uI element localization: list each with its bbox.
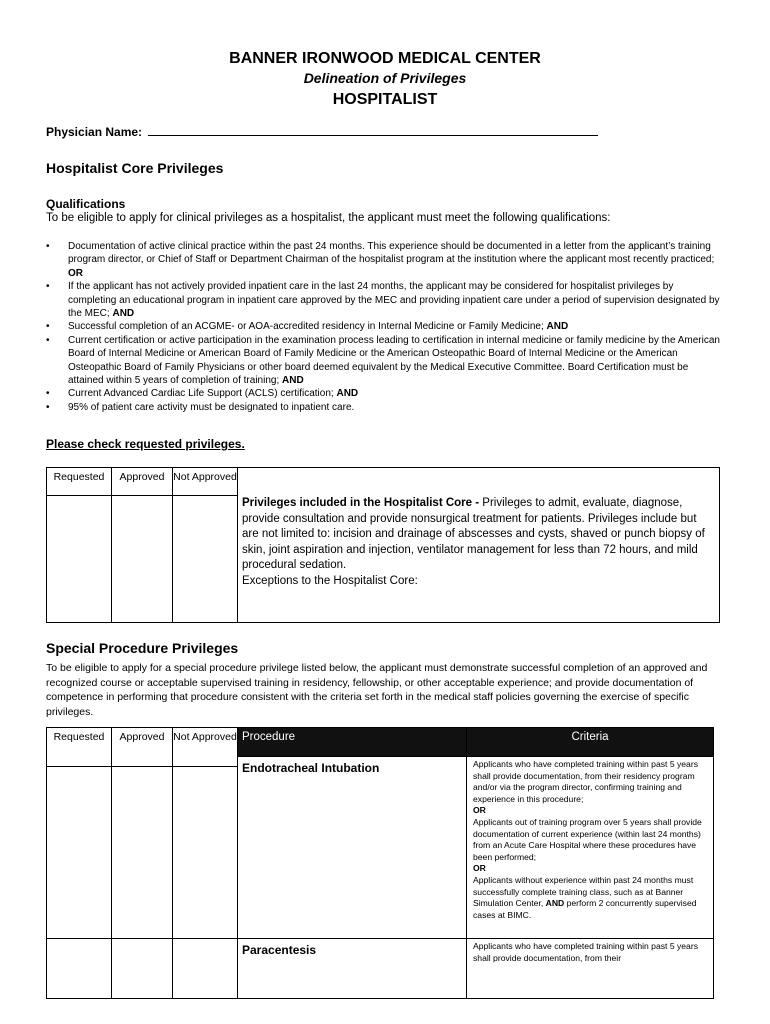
document-title: HOSPITALIST xyxy=(332,91,438,108)
check-privileges-label: Please check requested privileges. xyxy=(46,437,245,451)
procedure-header: Procedure xyxy=(238,728,467,757)
list-item: • 95% of patient care activity must be designated to inpatient care. xyxy=(46,401,722,414)
core-privileges-table xyxy=(46,467,720,623)
not-approved-checkbox-cell[interactable] xyxy=(173,939,238,999)
special-procedure-table xyxy=(46,727,714,999)
list-item: • If the applicant has not actively provided inpatient care in the last 24 months, the applicant may be considered for hospitalist privileges by completing an educational program in inpatient care approved by the MEC and providing inpatient care under a period of supervision designated by the MEC; AND xyxy=(46,280,722,320)
qualifications-heading: Qualifications xyxy=(46,197,126,211)
exceptions-label: Exceptions to the Hospitalist Core: xyxy=(242,574,418,587)
special-procedure-intro: To be eligible to apply for a special procedure privilege listed below, the applicant must demonstrate successful completion of an approved and recognized course or acceptable supervised training in residency, fellowship, or other acceptable experience; and provide documentation of competence in performing that procedure consistent with the criteria set forth in the medical staff policies governing the exercise of specific privileges. xyxy=(46,662,708,719)
not-approved-checkbox-cell[interactable] xyxy=(173,767,238,939)
criteria-endotracheal-intubation: Applicants who have completed training within past 5 years shall provide documentation, from their residency program and/or via the program director, confirming training and experience in this procedure; OR Applicants out of training program over 5 years shall provide documentation of current experience (within last 24 months) from an Acute Care Hospital where these procedures have been performed; OR Applicants without experience within past 24 months must successfully complete training class, such as at Banner Simulation Center, AND perform 2 concurrently supervised cases at BIMC. xyxy=(467,757,714,939)
approved-checkbox-cell[interactable] xyxy=(112,939,173,999)
list-item: • Current Advanced Cardiac Life Support (ACLS) certification; AND xyxy=(46,387,722,400)
criteria-header: Criteria xyxy=(467,728,714,757)
not-approved-header: Not Approved xyxy=(173,468,238,496)
qualifications-list xyxy=(46,240,722,414)
list-item: • Documentation of active clinical practice within the past 24 months. This experience should be documented in a letter from the applicant’s training program director, or Chief of Staff or Department Chairman of the hospitalist program at the institution where the applicant most recently practiced; OR xyxy=(46,240,722,280)
procedure-paracentesis: Paracentesis xyxy=(238,939,467,999)
not-approved-checkbox-cell[interactable] xyxy=(173,496,238,623)
requested-header: Requested xyxy=(47,468,112,496)
approved-checkbox-cell[interactable] xyxy=(112,496,173,623)
document-subtitle: Delineation of Privileges xyxy=(303,70,467,86)
procedure-endotracheal-intubation: Endotracheal Intubation xyxy=(238,757,467,939)
approved-checkbox-cell[interactable] xyxy=(112,767,173,939)
core-privileges-heading: Hospitalist Core Privileges xyxy=(46,160,224,176)
requested-checkbox-cell[interactable] xyxy=(47,767,112,939)
requested-header: Requested xyxy=(47,728,112,767)
physician-name-field[interactable] xyxy=(148,125,598,136)
qualifications-intro: To be eligible to apply for clinical privileges as a hospitalist, the applicant must meet the following qualifications: xyxy=(46,212,611,224)
physician-name-label: Physician Name: xyxy=(46,125,143,139)
requested-checkbox-cell[interactable] xyxy=(47,939,112,999)
approved-header: Approved xyxy=(112,728,173,767)
criteria-paracentesis: Applicants who have completed training within past 5 years shall provide documentation, from their xyxy=(467,939,714,999)
core-privileges-description: Privileges included in the Hospitalist Core - Privileges to admit, evaluate, diagnose, provide consultation and provide nonsurgical treatment for patients. Privileges include but are not limited to: incision and drainage of abscesses and cysts, shaved or punch biopsy of skin, joint aspiration and injection, ventilator management for less than 72 hours, and mild procedural sedation. Exceptions to the Hospitalist Core: xyxy=(238,468,720,623)
list-item: • Successful completion of an ACGME- or AOA-accredited residency in Internal Medicine or Family Medicine; AND xyxy=(46,320,722,333)
requested-checkbox-cell[interactable] xyxy=(47,496,112,623)
approved-header: Approved xyxy=(112,468,173,496)
not-approved-header: Not Approved xyxy=(173,728,238,767)
list-item: • Current certification or active participation in the examination process leading to certification in internal medicine or family medicine by the American Board of Internal Medicine or American Board of Family Medicine or the American Osteopathic Board of Internal Medicine or the American Osteopathic Board of Family Physicians or other board deemed equivalent by the Medical Executive Committee. Board Certification must be attained within 5 years of completion of training; AND xyxy=(46,334,722,388)
special-procedure-heading: Special Procedure Privileges xyxy=(46,640,239,656)
physician-name-row xyxy=(46,125,598,139)
org-name: BANNER IRONWOOD MEDICAL CENTER xyxy=(229,50,541,67)
